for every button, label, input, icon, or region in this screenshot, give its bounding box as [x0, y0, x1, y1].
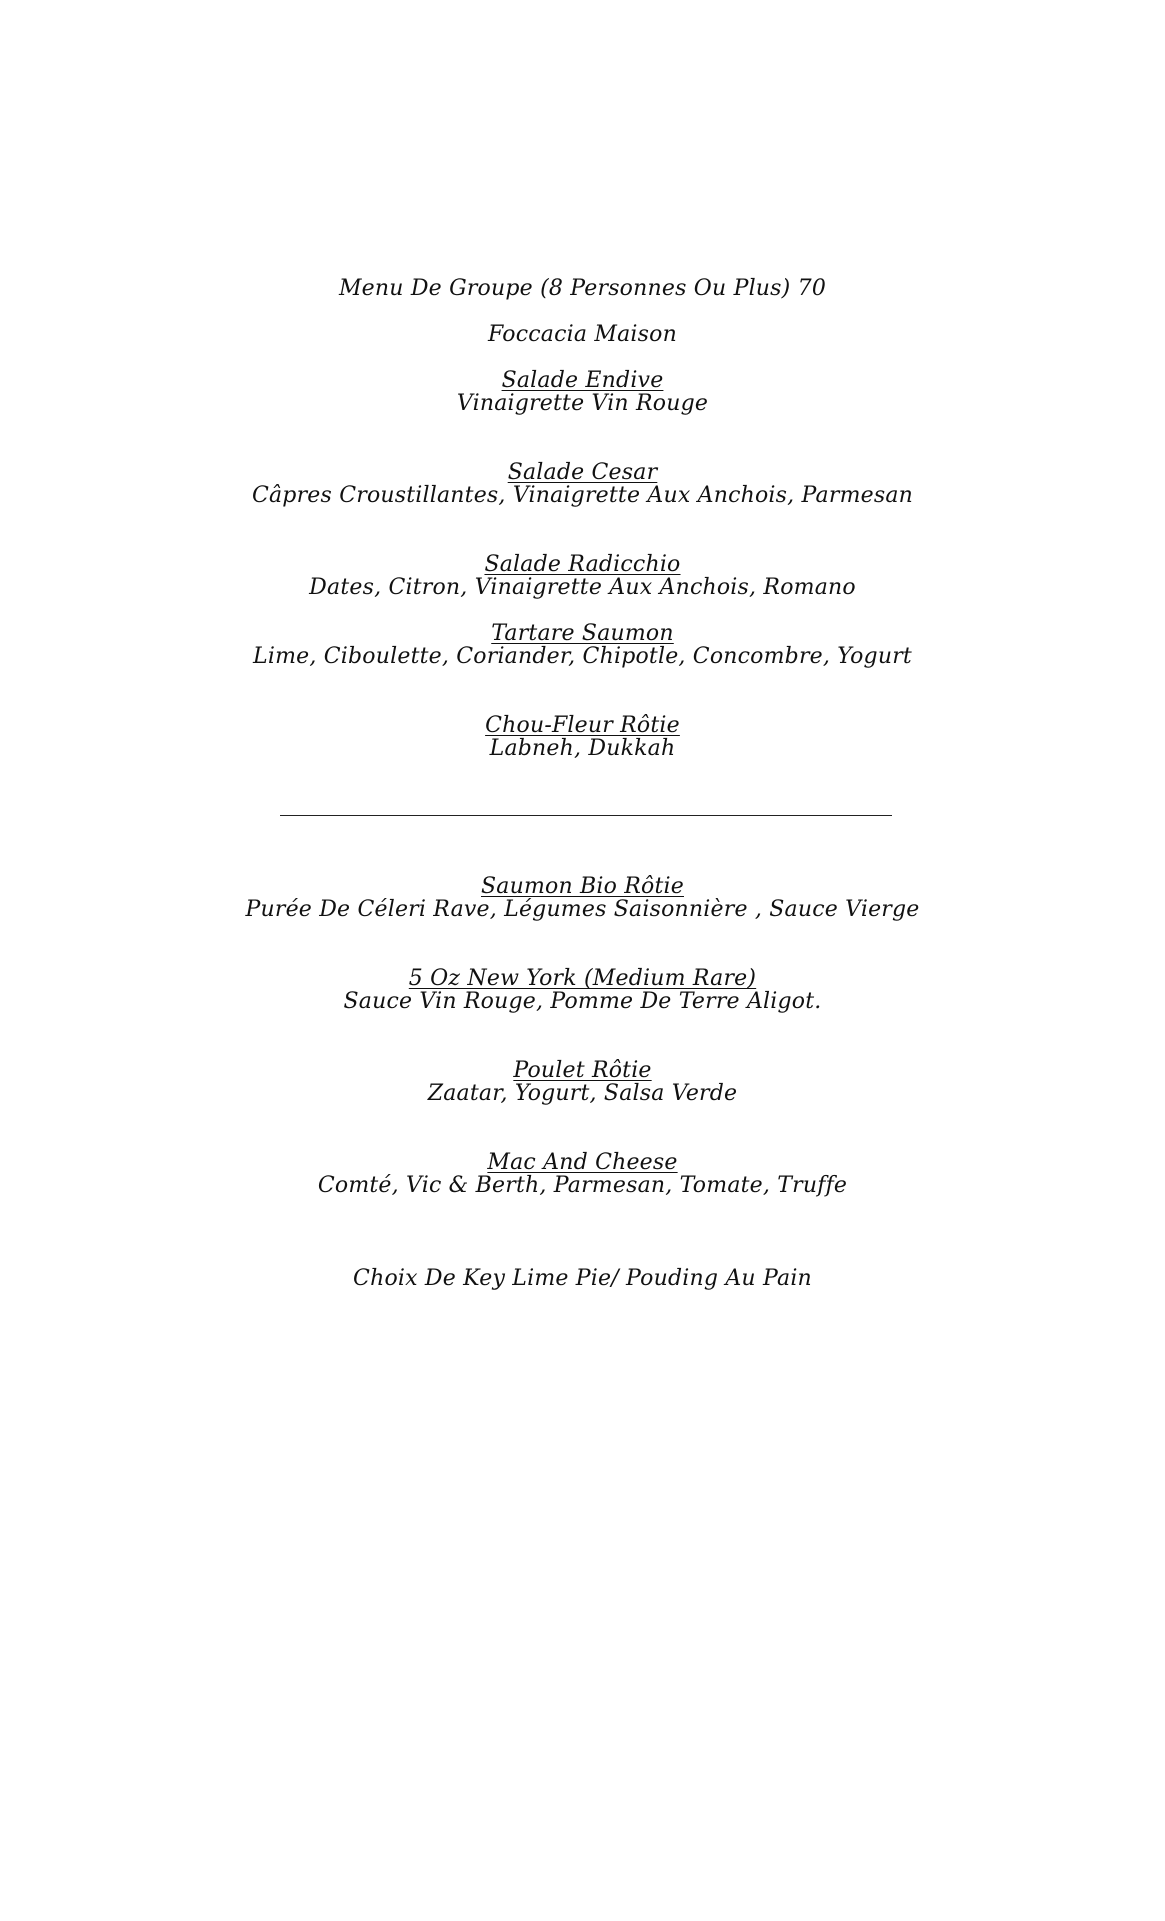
main-description: Purée De Céleri Rave, Légumes Saisonnière , Sauce Vierge	[245, 897, 920, 922]
starter-description: Labneh, Dukkah	[489, 736, 676, 761]
starter-description: Lime, Ciboulette, Coriander, Chipotle, Concombre, Yogurt	[253, 644, 912, 669]
main-description: Comté, Vic & Berth, Parmesan, Tomate, Truffe	[317, 1173, 848, 1198]
starter-name: Salade Cesar	[507, 460, 658, 485]
dessert-item: Choix De Key Lime Pie/ Pouding Au Pain	[353, 1266, 812, 1291]
starter-name: Salade Endive	[501, 368, 664, 393]
starter-description: Dates, Citron, Vinaigrette Aux Anchois, Romano	[309, 575, 856, 600]
starter-name: Chou-Fleur Rôtie	[485, 713, 680, 738]
section-divider	[280, 815, 892, 816]
main-name: Mac And Cheese	[487, 1150, 678, 1175]
menu-title: Menu De Groupe (8 Personnes Ou Plus) 70	[338, 276, 827, 301]
main-description: Zaatar, Yogurt, Salsa Verde	[427, 1081, 738, 1106]
main-name: 5 Oz New York (Medium Rare)	[408, 966, 757, 991]
starter-description: Vinaigrette Vin Rouge	[456, 391, 709, 416]
main-description: Sauce Vin Rouge, Pomme De Terre Aligot.	[343, 989, 822, 1014]
starter-name: Salade Radicchio	[484, 552, 681, 577]
main-name: Saumon Bio Rôtie	[481, 874, 684, 899]
main-name: Poulet Rôtie	[513, 1058, 652, 1083]
starter-description: Câpres Croustillantes, Vinaigrette Aux Anchois, Parmesan	[251, 483, 914, 508]
starter-name: Tartare Saumon	[491, 621, 674, 646]
bread-item: Foccacia Maison	[488, 322, 677, 347]
